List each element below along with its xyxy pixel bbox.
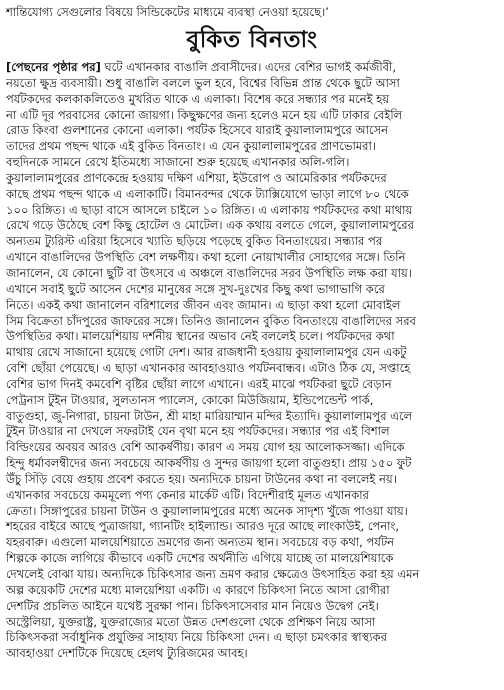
article-line: এখানে সবাই ছুটে আসেন দেশের মানুষের সঙ্গে সুখ-দুঃখের কিছু কথা ভাগাভাগি করে	[6, 281, 385, 296]
continued-from-tag: [পেছনের পৃষ্ঠার পর]	[6, 60, 101, 74]
article-line: টুইন টাওয়ার না দেখলে সফরটাই যেন বৃথা মনে হয় পর্যটকদের। সন্ধ্যার পর এই বিশাল	[6, 424, 390, 439]
article-line: তাদের প্রথম পছন্দ থাকে এই বুকিত বিনতাং। এ যেন কুয়ালালামপুরের প্রাণভোমরা।	[6, 139, 376, 154]
article-line: পেট্রনাস টুইন টাওয়ার, সুলতানস প্যালেস, কোকো মিউজিয়াম, ইন্ডিপেন্ডেন্ট পার্ক,	[6, 392, 374, 407]
article-line: কাছে প্রথম পছন্দ থাকে এ এলাকাটি। বিমানবন্দর থেকে ট্যাক্সিযোগে ভাড়া লাগে ৮০ থেকে	[6, 186, 409, 201]
article-line	[6, 662, 498, 678]
previous-article-tail: শান্তিযোগ্য সেগুলোর বিষয়ে সিন্ডিকেটের মাধ্যমে ব্যবস্থা নেওয়া হয়েছে।’	[6, 5, 329, 19]
article-line: জানালেন, যে কোনো ছুটি বা উৎসবে এ অঞ্চলে বাঙালিদের সরব উপস্থিতি লক্ষ করা যায়।	[6, 265, 412, 280]
article-line: হিন্দু ধর্মাবলম্বীদের জন্য সবচেয়ে আকর্ষণীয় ও সুন্দর জায়গা হলো বাতুগুহা। প্রায় ১৫০ ফুট	[6, 456, 412, 471]
article-line: রোড কিংবা গুলশানের কোনো এলাকা। পর্যটক হিসেবে যারাই কুয়ালালামপুরে আসেন	[6, 123, 388, 138]
article-line: উপস্থিতির কথা। মালয়েশিয়ায় দর্শনীয় স্থানের অভাব নেই বললেই চলে। পর্যটকদের কথা	[6, 329, 395, 344]
article-body	[6, 60, 498, 678]
article-line: রেখে গড়ে উঠেছে বেশ কিছু হোটেল ও মোটেল। এক কথায় বলতে গেলে, কুয়ালালামপুরের	[6, 218, 414, 233]
article-line: শহরের বাইরে আছে পুত্রাজায়া, গ্যানটিং হাইল্যান্ড। আরও দূরে আছে লাংকাউই, পেনাং,	[6, 519, 400, 534]
article-line: কুয়ালালামপুরের প্রাণকেন্দ্রে হওয়ায় দক্ষিণ এশিয়া, ইউরোপ ও আমেরিকার পর্যটকদের	[6, 170, 387, 185]
article-line: আবহাওয়া দেশটিকে দিয়েছে হেলথ ট্যুরিজমের আবহ।	[6, 646, 248, 661]
article-line-text: ঘটে এখানকার বাঙালি প্রবাসীদের। এদের বেশির ভাগই কর্মজীবী,	[100, 60, 396, 74]
article-line: বহুদিনকে সামনে রেখে ইতিমধ্যে সাজানো শুরু হয়েছে এখানকার অলি-গলি।	[6, 155, 350, 170]
article-line: এখানকার সবচেয়ে কমমূল্যে পণ্য কেনার মার্কেট এটি। বিদেশীরাই মূলত এখানকার	[6, 487, 369, 502]
article-line: অস্ট্রেলিয়া, যুক্তরাষ্ট্র, যুক্তরাজ্যের মতো উন্নত দেশগুলো থেকে প্রশিক্ষণ নিয়ে আসা	[6, 614, 376, 629]
article-line	[6, 60, 498, 76]
article-line: বেশির ভাগ দিনই কমবেশি বৃষ্টির ছোঁয়া লাগে এখানে। এরই মাঝে পর্যটকরা ছুটে বেড়ান	[6, 376, 392, 391]
article-line: দেশটির প্রচলিত আইনে যথেষ্ট সুরক্ষা পান। চিকিৎসাসেবার মান নিয়েও উদ্বেগ নেই।	[6, 598, 379, 613]
article-line: শিল্পকে কাজে লাগিয়ে কীভাবে একটি দেশের অর্থনীতি এগিয়ে যাচ্ছে তা মালয়েশিয়াকে	[6, 551, 394, 566]
article-line: অন্যতম ট্যুরিস্ট এরিয়া হিসেবে খ্যাতি ছড়িয়ে পড়েছে বুকিত বিনতাংয়ের। সন্ধ্যার পর	[6, 234, 383, 249]
article-line: না এটি দূর পরবাসের কোনো জায়গা। কিছুক্ষণের জন্য হলেও মনে হয় এটি ঢাকার বেইলি	[6, 107, 403, 122]
article-line: অল্প কয়েকটি দেশের মধ্যে মালয়েশিয়া একটি। এ কারণে চিকিৎসা নিতে আসা রোগীরা	[6, 582, 390, 597]
article-line: নয়তো ক্ষুদ্র ব্যবসায়ী। শুধু বাঙালি বললে ভুল হবে, বিশ্বের বিভিন্ন প্রান্ত থেকে ছুটে আসা	[6, 75, 400, 90]
article-line: মাথায় রেখে সাজানো হয়েছে গোটা দেশ। আর রাজধানী হওয়ায় কুয়ালালামপুর যেন একটু	[6, 345, 407, 360]
article-line: ক্রেতা। সিঙ্গাপুরের চায়না টাউন ও কুয়ালালামপুরের মধ্যে অনেক সাদৃশ্য খুঁজে পাওয়া যায়।	[6, 503, 408, 518]
article-line: বাতুগুহা, জু-নিগারা, চায়না টাউন, শ্রী মাহা মারিয়াম্মান মন্দির ইত্যাদি। কুয়ালালামপুর এলে	[6, 408, 413, 423]
article-line: এখানে বাঙালিদের উপস্থিতি বেশ লক্ষণীয়। কথা হলো নোয়াখালীর সোহাগের সঙ্গে। তিনি	[6, 250, 406, 265]
article-line: দেখলেই বোঝা যায়। অন্যদিকে চিকিৎসার জন্য ভ্রমণ করার ক্ষেত্রেও উৎসাহিত করা হয় এমন	[6, 567, 420, 581]
article-line: উঁচু সিঁড়ি বেয়ে গুহায় প্রবেশ করতে হয়। অন্যদিকে চায়না টাউনের কথা না বললেই নয়।	[6, 471, 397, 486]
article-line: বেশি ছোঁয়া পেয়েছে। এ ছাড়া এখানকার আবহাওয়াও পর্যটনবান্ধব। এটাও ঠিক যে, সপ্তাহে	[6, 361, 411, 376]
article-line: সিম বিক্রেতা চাঁদপুরের জাফরের সঙ্গে। তিনিও জানালেন বুকিত বিনতাংয়ে বাঙালিদের সরব	[6, 313, 416, 328]
article-line: বিল্ডিংয়ের অবয়ব আরও বেশি আকর্ষণীয়। কারণ এ সময় যোগ হয় আলোকসজ্জা। এদিকে	[6, 440, 405, 455]
article-line: চিকিৎসকরা সর্বাধুনিক প্রযুক্তির সাহায্য নিয়ে চিকিৎসা দেন। এ ছাড়া চমৎকার স্বাস্থ্যকর	[6, 630, 387, 645]
article-headline: বুকিত বিনতাং	[186, 26, 318, 53]
article-line: পর্যটকদের কলকাকলিতেও মুখরিত থাকে এ এলাকা। বিশেষ করে সন্ধ্যার পর মনেই হয়	[6, 91, 390, 106]
article-line: নিতে। একই কথা জানালেন বরিশালের জীবন এবং জামান। এ ছাড়া কথা হলো মোবাইল	[6, 297, 401, 312]
article-line: যহরবারু। এগুলো মালয়েশিয়াতে ভ্রমণের জন্য অন্যতম স্থান। সবচেয়ে বড় কথা, পর্যটন	[6, 535, 395, 550]
article-line: ১০০ রিঙ্গিত। এ ছাড়া বাসে আসলে চাইলে ১০ রিঙ্গিত। এ এলাকায় পর্যটকদের কথা মাথায়	[6, 202, 413, 217]
